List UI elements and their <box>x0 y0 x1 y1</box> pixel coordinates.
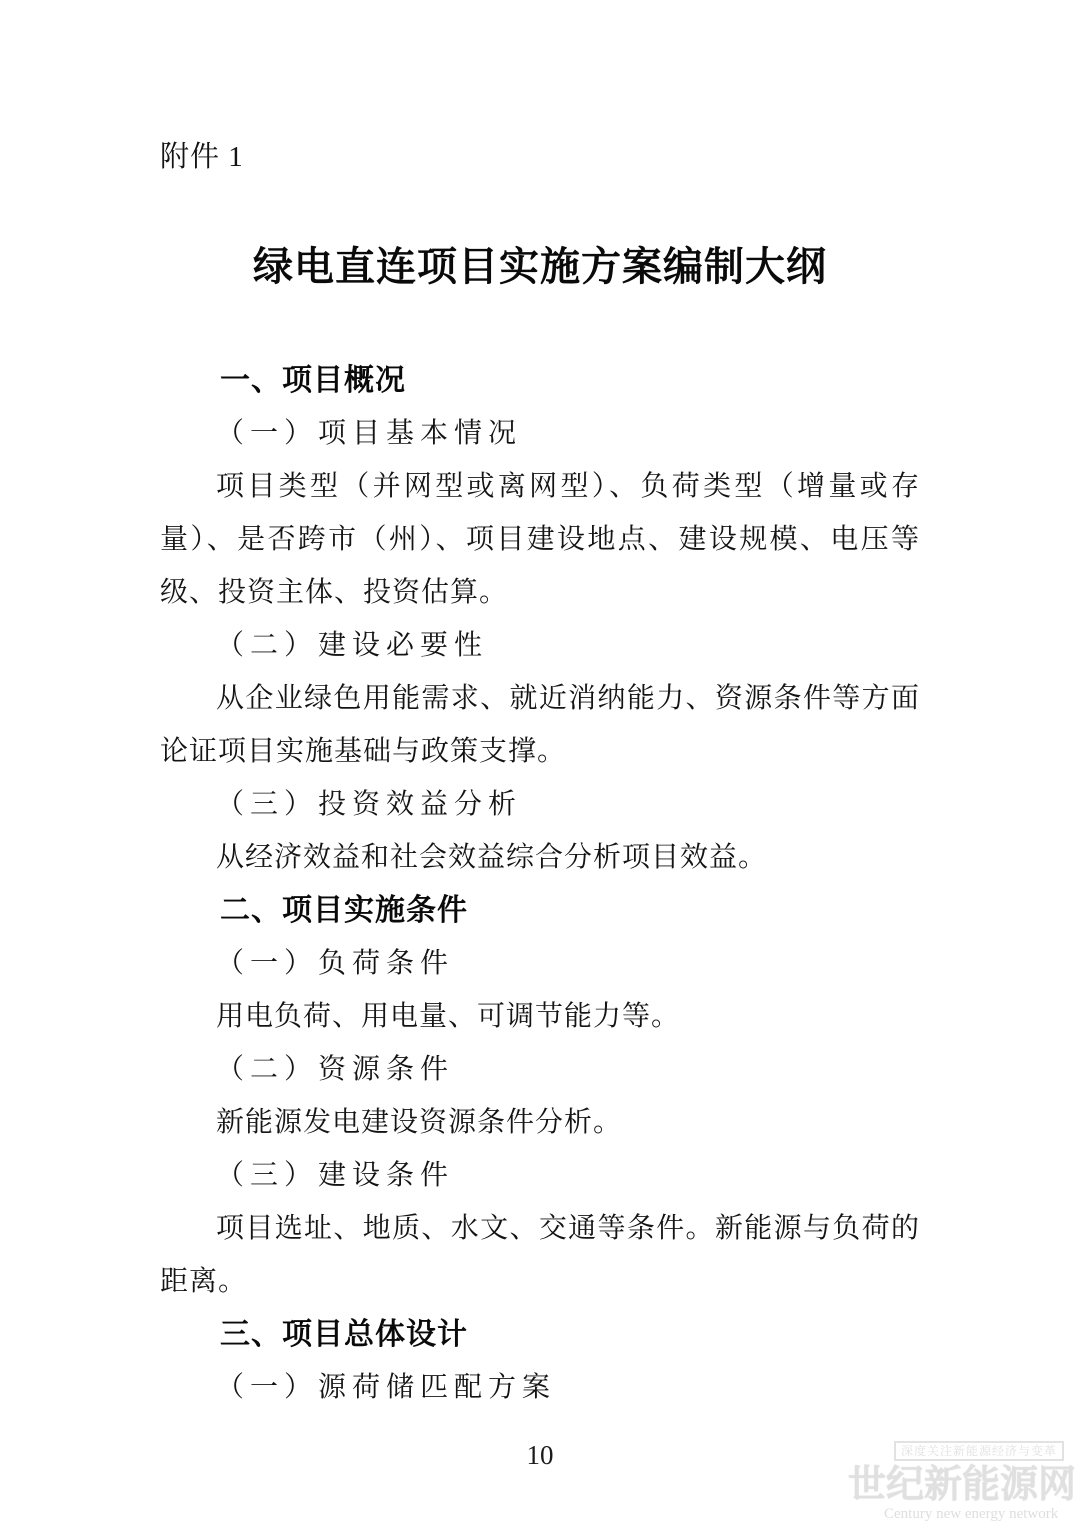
subsection-heading-2-3: （三）建设条件 <box>216 1160 455 1191</box>
paragraph-2-2: 新能源发电建设资源条件分析。 <box>216 1107 623 1138</box>
watermark-site-name-en: Century new energy network <box>884 1506 1059 1522</box>
section-heading-3: 三、项目总体设计 <box>220 1318 468 1351</box>
attachment-label: 附件 1 <box>160 141 244 173</box>
subsection-heading-2-2: （二）资源条件 <box>216 1054 455 1085</box>
watermark-slogan: 深度关注新能源经济与变革 <box>894 1441 1064 1461</box>
paragraph-1-2: 从企业绿色用能需求、就近消纳能力、资源条件等方面论证项目实施基础与政策支撑。 <box>160 683 920 767</box>
paragraph-1-1: 项目类型（并网型或离网型）、负荷类型（增量或存量）、是否跨市（州）、项目建设地点、建设规模、电压等级、投资主体、投资估算。 <box>160 471 920 608</box>
subsection-heading-3-1: （一）源荷储匹配方案 <box>216 1372 557 1403</box>
subsection-heading-2-1: （一）负荷条件 <box>216 948 455 979</box>
section-heading-2: 二、项目实施条件 <box>220 894 468 927</box>
document-body <box>160 354 920 1414</box>
section-heading-1: 一、项目概况 <box>220 364 406 397</box>
subsection-heading-1-2: （二）建设必要性 <box>216 630 489 661</box>
paragraph-2-1: 用电负荷、用电量、可调节能力等。 <box>216 1001 681 1032</box>
subsection-heading-1-1: （一）项目基本情况 <box>216 418 523 449</box>
paragraph-1-3: 从经济效益和社会效益综合分析项目效益。 <box>216 842 768 873</box>
page-number: 10 <box>526 1440 554 1470</box>
watermark-site-name: 世纪新能源网 <box>848 1464 1077 1506</box>
document-title: 绿电直连项目实施方案编制大纲 <box>253 245 827 289</box>
subsection-heading-1-3: （三）投资效益分析 <box>216 789 523 820</box>
paragraph-2-3: 项目选址、地质、水文、交通等条件。新能源与负荷的距离。 <box>160 1213 920 1297</box>
document-content <box>160 140 920 1414</box>
watermark <box>848 1441 1080 1522</box>
